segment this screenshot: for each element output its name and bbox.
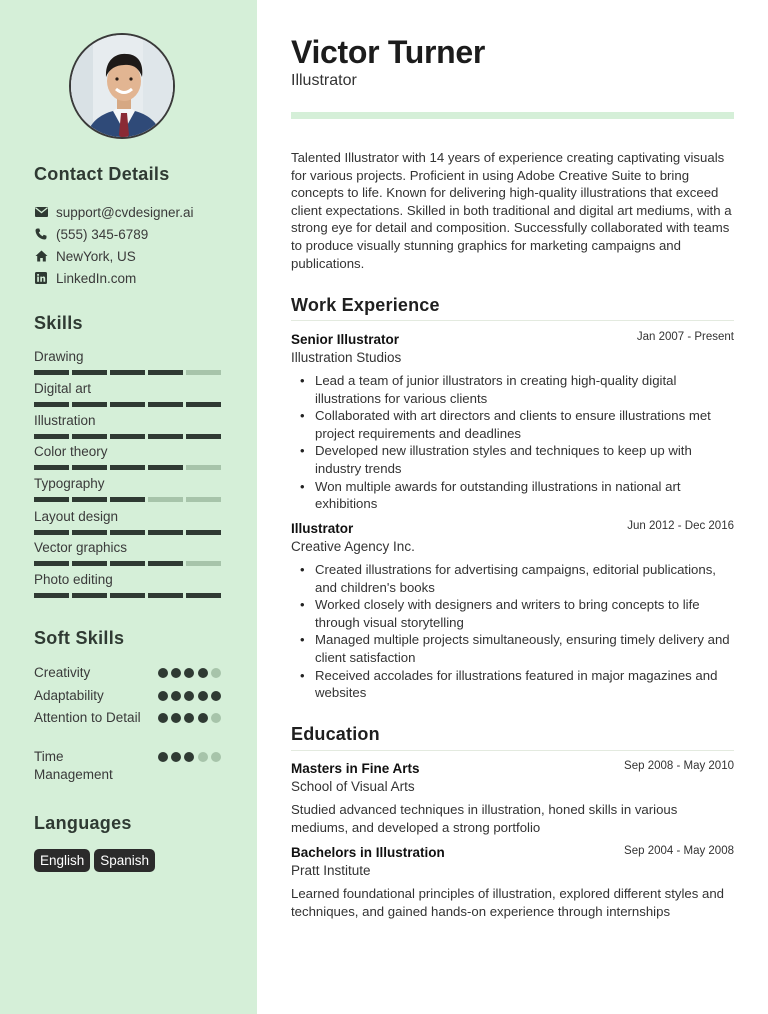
skill-level-segment (72, 593, 107, 598)
skill-row (34, 509, 224, 535)
rating-dot (158, 691, 168, 701)
skill-level-segment (186, 497, 221, 502)
rating-dot (171, 691, 181, 701)
rating-dot (211, 752, 221, 762)
candidate-role: Illustrator (291, 72, 357, 89)
job-dates: Jan 2007 - Present (636, 331, 734, 343)
degree-title: Bachelors in Illustration (291, 845, 445, 860)
work-heading: Work Experience (291, 295, 440, 315)
school-name: School of Visual Arts (291, 779, 415, 794)
skill-level-bar (34, 370, 224, 375)
skill-level-segment (148, 465, 183, 470)
degree-dates: Sep 2008 - May 2010 (624, 760, 734, 772)
skill-label: Drawing (34, 349, 84, 364)
skill-label: Illustration (34, 413, 96, 428)
skill-level-segment (186, 561, 221, 566)
skill-level-segment (34, 370, 69, 375)
skill-level-segment (148, 434, 183, 439)
skill-level-bar (34, 530, 224, 535)
skill-level-segment (34, 593, 69, 598)
job-bullet: • Received accolades for illustrations featured in major magazines and websites (291, 667, 734, 702)
skill-row (34, 444, 224, 470)
contact-phone[interactable] (34, 225, 148, 243)
skill-level-segment (148, 530, 183, 535)
skill-level-segment (148, 593, 183, 598)
skill-level-segment (34, 561, 69, 566)
skill-level-segment (34, 402, 69, 407)
job-bullet: • Managed multiple projects simultaneously, ensuring timely delivery and client satisfaction (291, 631, 734, 666)
skill-level-segment (72, 497, 107, 502)
soft-skill-label: Creativity (34, 665, 91, 680)
skill-level-segment (72, 370, 107, 375)
job-bullet: • Developed new illustration styles and techniques to keep up with industry trends (291, 442, 734, 477)
soft-skill-rating (158, 713, 221, 723)
languages-heading: Languages (34, 813, 132, 833)
home-icon (34, 249, 48, 263)
skill-level-segment (72, 465, 107, 470)
skill-level-segment (148, 370, 183, 375)
skill-level-segment (72, 434, 107, 439)
language-chip: English (34, 849, 90, 872)
skill-level-segment (148, 402, 183, 407)
skill-label: Typography (34, 476, 105, 491)
skill-level-bar (34, 497, 224, 502)
skill-level-segment (72, 530, 107, 535)
soft-skill-label: Adaptability (34, 688, 104, 703)
job-bullet: • Created illustrations for advertising campaigns, editorial publications, and children's books (291, 561, 734, 596)
skill-level-segment (110, 561, 145, 566)
rating-dot (198, 691, 208, 701)
soft-skills-heading: Soft Skills (34, 628, 125, 648)
job-dates: Jun 2012 - Dec 2016 (627, 520, 734, 532)
profile-photo (69, 33, 175, 139)
soft-skill-label: Time Management (34, 749, 113, 782)
header-divider (291, 112, 734, 119)
envelope-icon (34, 205, 48, 219)
contact-email[interactable] (34, 203, 194, 221)
rating-dot (158, 713, 168, 723)
contact-heading: Contact Details (34, 164, 170, 184)
rating-dot (198, 668, 208, 678)
soft-skill-rating (158, 691, 221, 701)
skill-level-segment (110, 402, 145, 407)
rating-dot (184, 668, 194, 678)
skill-level-segment (110, 593, 145, 598)
job-company: Creative Agency Inc. (291, 539, 415, 554)
skill-row (34, 540, 224, 566)
degree-description: Learned foundational principles of illustration, explored different styles and techniques, and gained hands-on experience through internships (291, 886, 725, 919)
skill-row (34, 413, 224, 439)
job-bullet: • Worked closely with designers and writers to bring concepts to life through visual storytelling (291, 596, 734, 631)
soft-skill-rating (158, 668, 221, 678)
job-bullet: • Lead a team of junior illustrators in creating high-quality digital illustrations for various clients (291, 372, 734, 407)
contact-location (34, 247, 136, 265)
skill-level-segment (148, 561, 183, 566)
skill-level-segment (72, 402, 107, 407)
skill-row (34, 572, 224, 598)
soft-skill-row (34, 687, 224, 705)
rating-dot (184, 752, 194, 762)
skill-level-bar (34, 561, 224, 566)
languages-list (34, 849, 155, 872)
skill-label: Photo editing (34, 572, 113, 587)
skill-row (34, 349, 224, 375)
job-bullets (291, 372, 734, 513)
skill-level-segment (110, 434, 145, 439)
degree-title: Masters in Fine Arts (291, 761, 420, 776)
skill-level-segment (110, 370, 145, 375)
skills-heading: Skills (34, 313, 83, 333)
skill-level-bar (34, 434, 224, 439)
skill-label: Vector graphics (34, 540, 128, 555)
skill-level-bar (34, 593, 224, 598)
skill-level-segment (186, 402, 221, 407)
skill-level-segment (34, 465, 69, 470)
linkedin-icon (34, 271, 48, 285)
email-text: support@cvdesigner.ai (56, 204, 194, 220)
rating-dot (184, 713, 194, 723)
skill-level-segment (34, 434, 69, 439)
skill-label: Color theory (34, 444, 108, 459)
skill-level-segment (186, 370, 221, 375)
skill-level-segment (186, 593, 221, 598)
rating-dot (198, 752, 208, 762)
job-company: Illustration Studios (291, 350, 402, 365)
skill-level-segment (110, 465, 145, 470)
soft-skill-rating (158, 752, 221, 762)
skill-level-segment (34, 530, 69, 535)
soft-skill-row (34, 748, 224, 783)
contact-linkedin[interactable] (34, 269, 136, 287)
job-title: Senior Illustrator (291, 332, 400, 347)
rating-dot (211, 713, 221, 723)
skill-level-segment (110, 497, 145, 502)
skill-level-bar (34, 402, 224, 407)
school-name: Pratt Institute (291, 863, 371, 878)
section-divider (291, 320, 734, 321)
skill-label: Layout design (34, 509, 119, 524)
section-divider (291, 750, 734, 751)
skill-label: Digital art (34, 381, 92, 396)
linkedin-text: LinkedIn.com (56, 270, 137, 286)
rating-dot (171, 713, 181, 723)
skill-level-segment (72, 561, 107, 566)
language-chip: Spanish (94, 849, 155, 872)
education-heading: Education (291, 724, 380, 744)
job-bullet: • Won multiple awards for outstanding illustrations in national art exhibitions (291, 478, 734, 513)
skill-row (34, 381, 224, 407)
rating-dot (171, 752, 181, 762)
job-title: Illustrator (291, 521, 354, 536)
rating-dot (171, 668, 181, 678)
skill-level-segment (110, 530, 145, 535)
skill-level-segment (186, 434, 221, 439)
skill-level-segment (148, 497, 183, 502)
soft-skill-label: Attention to Detail (34, 710, 141, 725)
skill-row (34, 476, 224, 502)
soft-skill-row (34, 709, 224, 727)
skill-level-segment (186, 465, 221, 470)
skill-level-bar (34, 465, 224, 470)
rating-dot (198, 713, 208, 723)
candidate-name: Victor Turner (291, 34, 486, 70)
degree-description: Studied advanced techniques in illustration, honed skills in various mediums, and developed a strong portfolio (291, 802, 678, 835)
rating-dot (184, 691, 194, 701)
sidebar (0, 0, 257, 1014)
soft-skill-row (34, 664, 224, 682)
rating-dot (211, 691, 221, 701)
profile-summary: Talented Illustrator with 14 years of experience creating captivating visuals for various projects. Proficient in using Adobe Creative Suite to bring concepts to life. Known for delivering high-quality illustrations that exceed client expectations. Skilled in both traditional and digital art mediums, with a strong eye for detail and composition. Successfully collaborated with teams to produce visually stunning graphics for marketing campaigns and publications. (291, 150, 732, 271)
rating-dot (158, 668, 168, 678)
skill-level-segment (34, 497, 69, 502)
job-bullets (291, 561, 734, 702)
degree-dates: Sep 2004 - May 2008 (624, 845, 734, 857)
phone-icon (34, 227, 48, 241)
rating-dot (158, 752, 168, 762)
location-text: NewYork, US (56, 248, 136, 264)
rating-dot (211, 668, 221, 678)
phone-text: (555) 345-6789 (56, 226, 149, 242)
job-bullet: • Collaborated with art directors and clients to ensure illustrations met project requirements and deadlines (291, 407, 734, 442)
skill-level-segment (186, 530, 221, 535)
